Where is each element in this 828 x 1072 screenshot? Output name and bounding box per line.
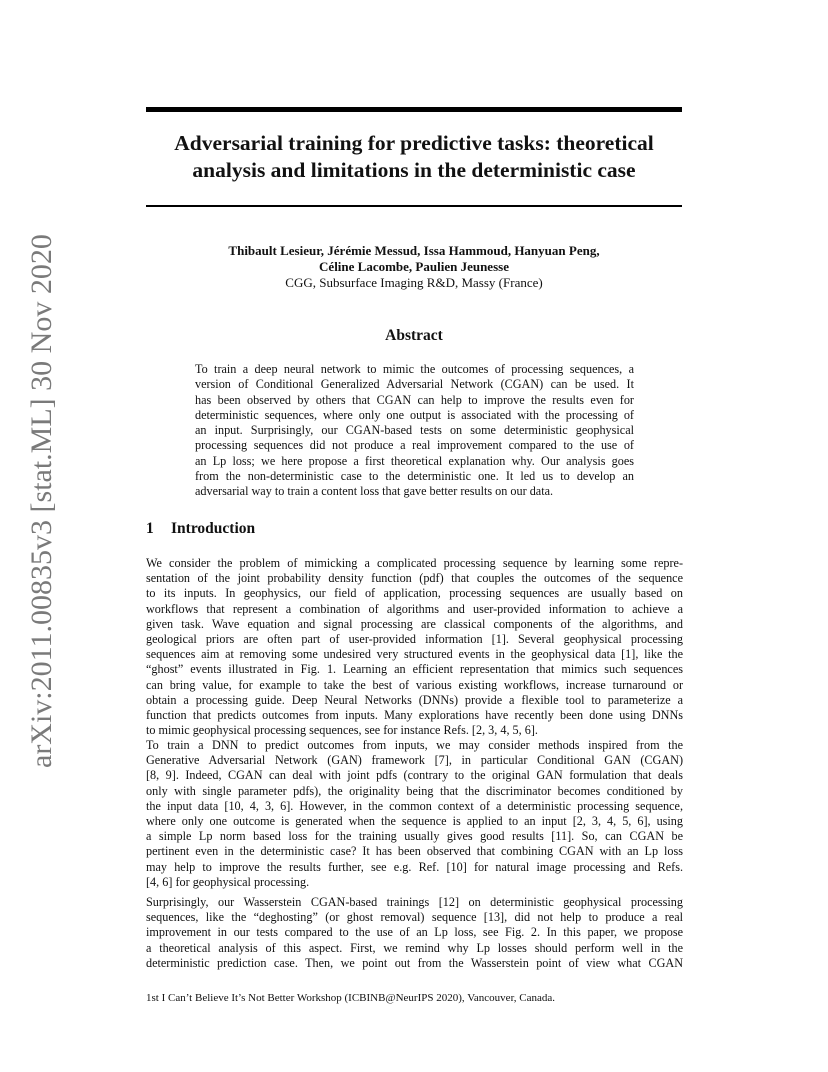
footnote: 1st I Can’t Believe It’s Not Better Workshop (ICBINB@NeurIPS 2020), Vancouver, Canada.: [146, 992, 556, 1004]
text-line: may help to improve the results further, see e.g. Ref. [10] for natural image processing and Refs.: [146, 859, 683, 874]
text-line: can bring value, for example to take the best of various existing workflows, increase turnaround or: [146, 677, 683, 692]
section-title: Introduction: [171, 520, 256, 537]
text-line: [4, 6] for geophysical processing.: [146, 874, 310, 889]
abstract-line: from the non-deterministic case to the deterministic one. It led us to develop an: [195, 469, 634, 484]
abstract-line: an input. Surprisingly, our CGAN-based tests on some deterministic geophysical: [195, 423, 634, 438]
body-paragraph: [146, 556, 683, 738]
text-line: obtain a processing guide. Deep Neural Networks (DNNs) provide a flexible tool to parameterize a: [146, 692, 683, 707]
text-line: Surprisingly, our Wasserstein CGAN-based trainings [12] on deterministic geophysical processing: [146, 895, 683, 909]
abstract-line: adversarial way to train a content loss that gave better results on our data.: [195, 484, 554, 499]
author-names: Céline Lacombe, Paulien Jeunesse: [319, 259, 509, 274]
text-line: sequences aim at removing some undesired very structured events in the geophysical data [1], like the: [146, 647, 683, 662]
text-line: to its inputs. In geophysics, our field of application, processing sequences are usually based on: [146, 586, 683, 601]
text-line: given task. Wave equation and signal processing are classical components of the algorithms, and: [146, 616, 683, 631]
text-line: Generative Adversarial Network (GAN) framework [7], in particular Conditional GAN (CGAN): [146, 753, 683, 768]
text-line: deterministic prediction case. Then, we point out from the Wasserstein point of view what CGAN: [146, 955, 683, 970]
abstract-body: [195, 362, 634, 500]
text-line: improvement in our tests compared to the use of an Lp loss, see Fig. 2. In this paper, we propose: [146, 925, 683, 940]
title-line: Adversarial training for predictive tasks: theoretical: [174, 131, 654, 155]
text-line: only with single parameter pdfs), the originality being that the discriminator becomes conditioned by: [146, 783, 683, 798]
abstract-line: To train a deep neural network to mimic the outcomes of processing sequences, a: [195, 362, 634, 376]
section-heading: [146, 520, 255, 538]
text-line: geological priors are often part of user-provided information [1]. Several geophysical processing: [146, 632, 683, 647]
affiliation: CGG, Subsurface Imaging R&D, Massy (France): [285, 275, 543, 290]
text-line: To train a DNN to predict outcomes from inputs, we may consider methods inspired from the: [146, 738, 683, 752]
text-line: function that predicts outcomes from inputs. Many explorations have recently been done using DNNs: [146, 708, 683, 723]
arxiv-sidebar: [3, 234, 58, 768]
abstract-line: an Lp loss; we here propose a first theoretical explanation why. Our analysis goes: [195, 453, 634, 468]
text-line: to mimic geophysical processing sequences, see for instance Refs. [2, 3, 4, 5, 6].: [146, 723, 538, 738]
abstract-line: deterministic sequences, where only one output is associated with the processing of: [195, 407, 634, 422]
body-paragraph: [146, 895, 683, 971]
text-line: [8, 9]. Indeed, CGAN can deal with joint pdfs (contrary to the original GAN formulation that deals: [146, 768, 683, 783]
abstract-line: processing sequences did not produce a real improvement compared to the use of: [195, 438, 634, 453]
abstract-heading: Abstract: [385, 327, 443, 344]
text-line: where only one outcome is generated when the sequence is applied to an input [2, 3, 4, 5, 6], using: [146, 814, 683, 829]
author-names: Thibault Lesieur, Jérémie Messud, Issa Hammoud, Hanyuan Peng,: [228, 243, 600, 258]
section-number: 1: [146, 520, 154, 537]
text-line: sentation of the joint probability density function (pdf) that couples the outcomes of the sequence: [146, 571, 683, 586]
title-rule-bottom: [146, 205, 682, 207]
arxiv-identifier: arXiv:2011.00835v3 [stat.ML] 30 Nov 2020: [25, 234, 58, 768]
abstract-line: version of Conditional Generalized Adversarial Network (CGAN) can be used. It: [195, 377, 634, 392]
paper-title: [146, 130, 682, 184]
text-line: a theoretical analysis of this aspect. First, we remind why Lp losses should perform well in the: [146, 940, 683, 955]
text-line: sequences, like the “deghosting” (or ghost removal) sequence [13], did not help to produce a real: [146, 910, 683, 925]
text-line: pertinent even in the deterministic case? It has been observed that combining CGAN with an Lp loss: [146, 844, 683, 859]
text-line: the input data [10, 4, 3, 6]. However, in the common context of a deterministic processing sequence,: [146, 798, 683, 813]
title-rule-top: [146, 107, 682, 112]
abstract-line: has been observed by others that CGAN can help to improve the results even for: [195, 392, 634, 407]
text-line: “ghost” events illustrated in Fig. 1. Learning an efficient representation that mimics such sequences: [146, 662, 683, 677]
text-line: We consider the problem of mimicking a complicated processing sequence by learning some repre-: [146, 556, 683, 570]
text-line: a simple Lp norm based loss for the training usually gives good results [11]. So, can CGAN be: [146, 829, 683, 844]
body-paragraph: [146, 738, 683, 890]
text-line: workflows that represent a combination of algorithms and user-provided information to achieve a: [146, 601, 683, 616]
title-line: analysis and limitations in the deterministic case: [192, 158, 636, 182]
author-block: [146, 243, 682, 291]
